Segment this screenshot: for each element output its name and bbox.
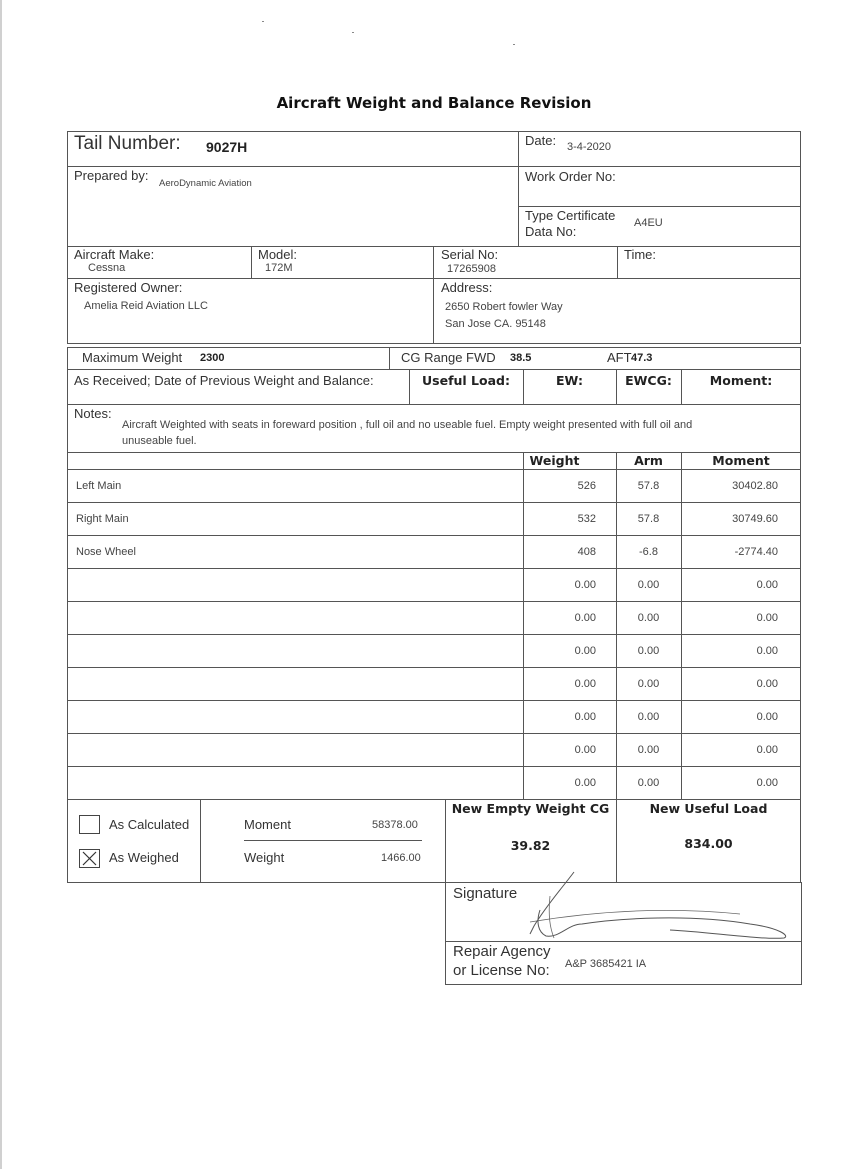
model-value[interactable]: 172M: [265, 262, 293, 274]
summary-rule: [244, 840, 422, 841]
table-row-rule: [67, 667, 801, 668]
header-rule: [67, 166, 801, 167]
table-cell-arm[interactable]: 57.8: [637, 480, 660, 492]
table-cell-item[interactable]: Left Main: [76, 480, 122, 492]
table-cell-arm[interactable]: -6.8: [639, 546, 658, 558]
table-cell-arm[interactable]: 0.00: [637, 612, 660, 624]
address-label: Address:: [441, 280, 493, 295]
handwritten-signature[interactable]: [490, 866, 800, 946]
table-cell-arm[interactable]: 0.00: [637, 744, 660, 756]
table-cell-arm[interactable]: 0.00: [637, 711, 660, 723]
make-label: Aircraft Make:: [74, 247, 155, 262]
aircraft-divider: [433, 246, 434, 279]
as-weighed-label: As Weighed: [109, 850, 179, 865]
table-cell-weight[interactable]: 0.00: [574, 711, 596, 723]
table-header-weight: Weight: [529, 453, 580, 468]
agency-label-line1: Repair Agency: [453, 943, 551, 960]
serial-value[interactable]: 17265908: [447, 263, 496, 275]
useful-load-header: Useful Load:: [422, 373, 510, 388]
ew-header: EW:: [556, 373, 583, 388]
table-row-rule: [67, 502, 801, 503]
aircraft-divider: [251, 246, 252, 279]
cg-range-label: CG Range FWD: [401, 350, 496, 365]
table-cell-weight[interactable]: 0.00: [574, 744, 596, 756]
table-header-rule: [67, 469, 801, 470]
owner-divider: [433, 278, 434, 344]
prepared-by-value[interactable]: AeroDynamic Aviation: [159, 178, 252, 189]
cg-fwd-value[interactable]: 38.5: [510, 352, 532, 364]
table-cell-weight[interactable]: 0.00: [574, 612, 596, 624]
address-line1[interactable]: 2650 Robert fowler Way: [445, 301, 563, 313]
table-cell-moment[interactable]: 0.00: [756, 645, 778, 657]
table-cell-arm[interactable]: 0.00: [637, 678, 660, 690]
owner-value[interactable]: Amelia Reid Aviation LLC: [84, 300, 208, 312]
tcds-value[interactable]: A4EU: [634, 217, 663, 229]
table-cell-item[interactable]: Nose Wheel: [76, 546, 136, 558]
table-cell-moment[interactable]: 30402.80: [732, 480, 778, 492]
aircraft-row: [67, 246, 801, 279]
new-useful-load-label: New Useful Load: [649, 801, 768, 816]
new-cg-label: New Empty Weight CG: [451, 801, 610, 816]
check-x-icon: [80, 850, 99, 867]
table-cell-moment[interactable]: 0.00: [756, 579, 778, 591]
table-row-rule: [67, 766, 801, 767]
tcds-label-line1: Type Certificate: [525, 208, 616, 223]
summary-moment-label: Moment: [244, 817, 291, 832]
table-cell-moment[interactable]: 30749.60: [732, 513, 778, 525]
agency-label-line2: or License No:: [453, 962, 550, 979]
moment-header: Moment:: [709, 373, 773, 388]
scan-speck: [262, 21, 264, 22]
table-cell-moment[interactable]: 0.00: [756, 744, 778, 756]
table-cell-weight[interactable]: 0.00: [574, 777, 596, 789]
cg-aft-value[interactable]: 47.3: [631, 352, 653, 364]
address-line2[interactable]: San Jose CA. 95148: [445, 318, 546, 330]
new-useful-load-value[interactable]: 834.00: [684, 836, 733, 851]
notes-label: Notes:: [74, 406, 112, 421]
max-weight-label: Maximum Weight: [82, 350, 183, 365]
table-cell-weight[interactable]: 0.00: [574, 645, 596, 657]
make-value[interactable]: Cessna: [88, 262, 126, 274]
table-cell-arm[interactable]: 0.00: [637, 579, 660, 591]
table-cell-arm[interactable]: 57.8: [637, 513, 660, 525]
tcds-label-line2: Data No:: [525, 224, 577, 239]
table-cell-moment[interactable]: 0.00: [756, 711, 778, 723]
table-row-rule: [67, 634, 801, 635]
table-cell-moment[interactable]: 0.00: [756, 678, 778, 690]
owner-label: Registered Owner:: [74, 280, 183, 295]
table-header-arm: Arm: [634, 453, 663, 468]
table-cell-item[interactable]: Right Main: [76, 513, 129, 525]
table-cell-weight[interactable]: 526: [577, 480, 596, 492]
table-row-rule: [67, 733, 801, 734]
table-cell-moment[interactable]: 0.00: [756, 777, 778, 789]
table-cell-weight[interactable]: 532: [577, 513, 596, 525]
scan-speck: [352, 32, 354, 33]
prepared-by-label: Prepared by:: [74, 168, 149, 183]
table-header-moment: Moment: [712, 453, 770, 468]
aircraft-divider: [617, 246, 618, 279]
summary-weight-value[interactable]: 1466.00: [381, 852, 421, 864]
tail-number-value[interactable]: 9027H: [206, 139, 248, 155]
page-edge: [0, 0, 2, 1169]
summary-divider: [200, 799, 201, 883]
table-cell-arm[interactable]: 0.00: [637, 777, 660, 789]
table-cell-weight[interactable]: 408: [577, 546, 596, 558]
table-cell-moment[interactable]: -2774.40: [734, 546, 778, 558]
date-label: Date:: [525, 133, 557, 148]
summary-moment-value[interactable]: 58378.00: [372, 819, 418, 831]
as-weighed-checkbox[interactable]: [79, 849, 100, 868]
license-value[interactable]: A&P 3685421 IA: [565, 958, 647, 970]
serial-label: Serial No:: [441, 247, 499, 262]
table-row-rule: [67, 601, 801, 602]
max-weight-value[interactable]: 2300: [200, 352, 225, 364]
limits-divider: [389, 347, 390, 370]
scan-speck: [513, 44, 515, 45]
table-cell-moment[interactable]: 0.00: [756, 612, 778, 624]
as-calculated-checkbox[interactable]: [79, 815, 100, 834]
work-order-label: Work Order No:: [525, 169, 616, 184]
cg-aft-label: AFT: [607, 350, 632, 365]
header-rule: [518, 206, 801, 207]
signature-label: Signature: [453, 885, 518, 902]
summary-weight-label: Weight: [244, 850, 285, 865]
notes-line2[interactable]: unuseable fuel.: [122, 435, 197, 447]
ewcg-header: EWCG:: [625, 373, 672, 388]
table-row-rule: [67, 535, 801, 536]
table-cell-weight[interactable]: 0.00: [574, 678, 596, 690]
tail-number-label: Tail Number:: [74, 133, 181, 154]
as-calculated-label: As Calculated: [109, 817, 190, 832]
date-value[interactable]: 3-4-2020: [567, 141, 612, 153]
time-label: Time:: [624, 247, 657, 262]
document-title: Aircraft Weight and Balance Revision: [276, 94, 592, 112]
table-cell-weight[interactable]: 0.00: [574, 579, 596, 591]
new-cg-value[interactable]: 39.82: [510, 838, 551, 853]
table-row-rule: [67, 700, 801, 701]
table-cell-arm[interactable]: 0.00: [637, 645, 660, 657]
table-row-rule: [67, 568, 801, 569]
notes-line1[interactable]: Aircraft Weighted with seats in foreward position , full oil and no useable fuel. Empty weight presented with full oil and: [122, 419, 693, 431]
header-divider: [518, 131, 519, 247]
previous-label: As Received; Date of Previous Weight and Balance:: [74, 373, 374, 388]
model-label: Model:: [258, 247, 298, 262]
